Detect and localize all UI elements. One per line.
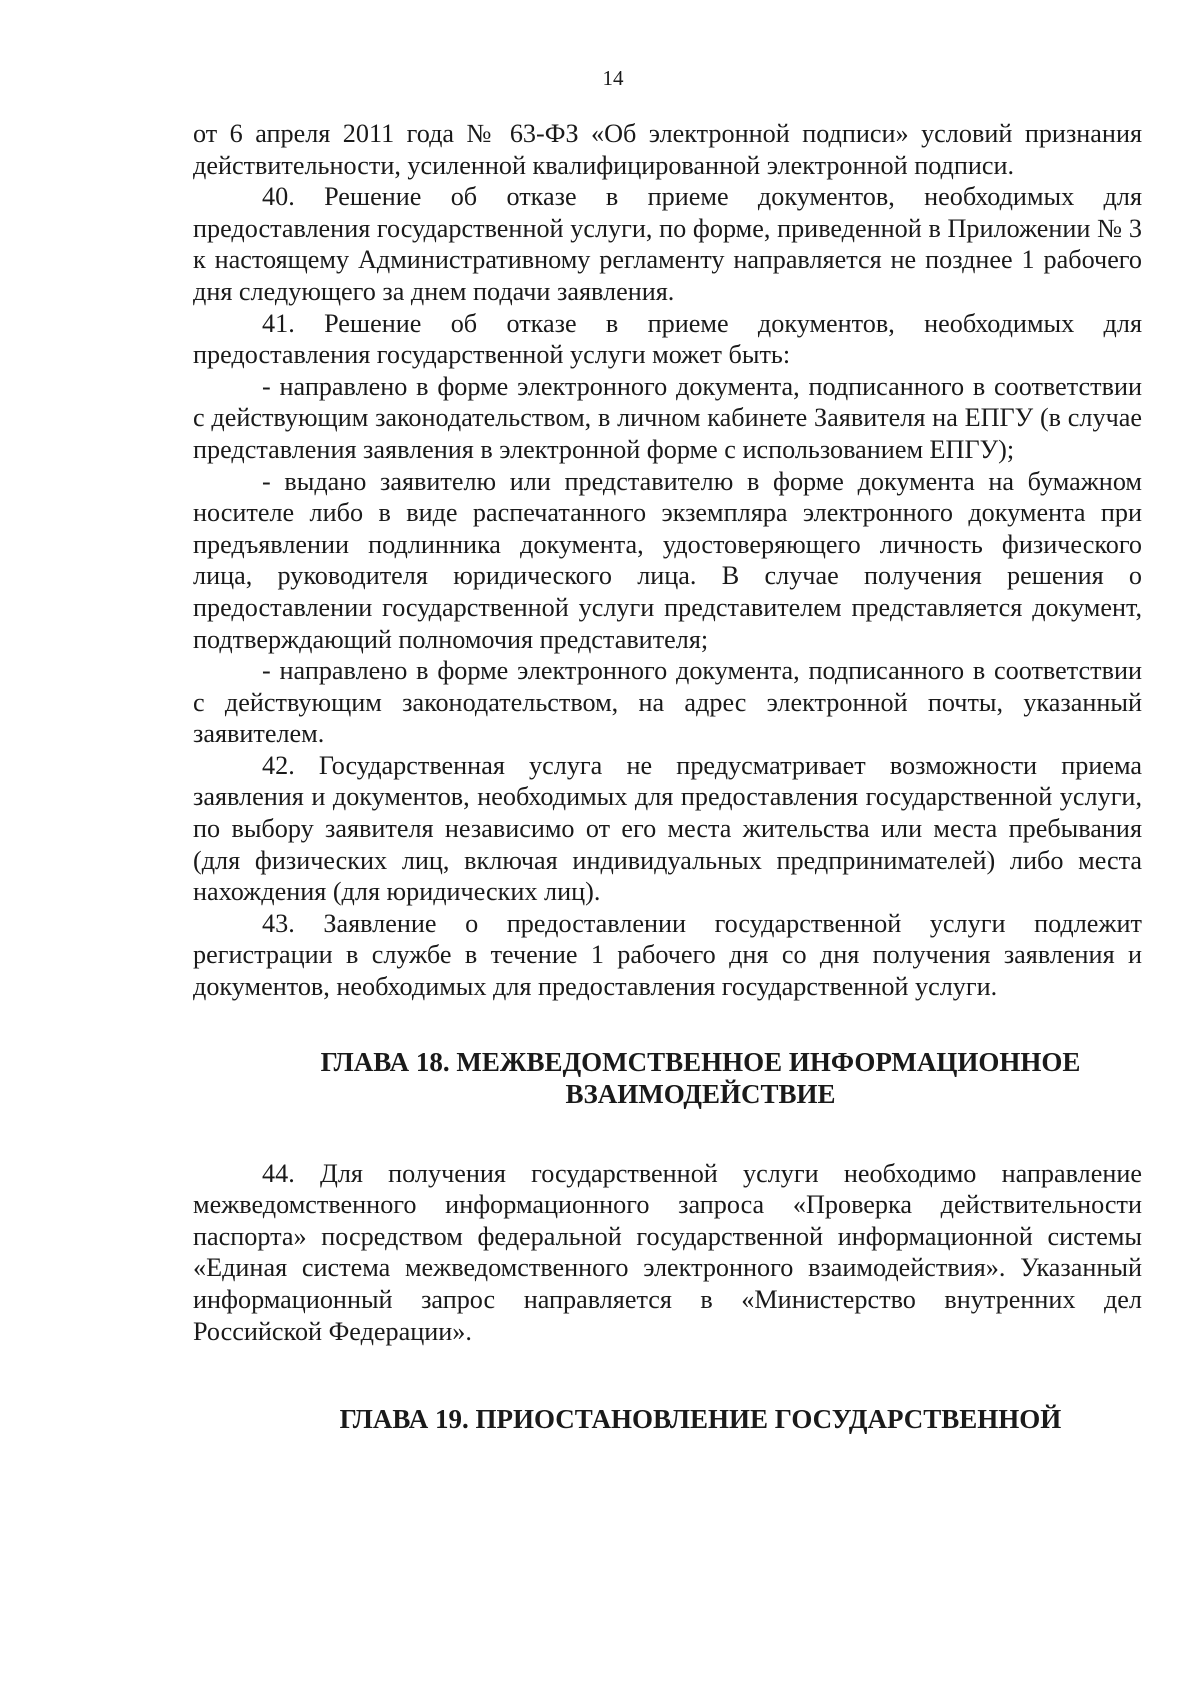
paragraph-41: 41. Решение об отказе в приеме документов, необходимых для предоставления государственной услуги может быть: xyxy=(193,308,1142,370)
chapter-19-heading xyxy=(193,1403,1142,1435)
list-item-electronic-cabinet: - направлено в форме электронного документа, подписанного в соответствии с действующим законодательством, в личном кабинете Заявителя на ЕПГУ (в случае представления заявления в электронной форме с использованием ЕПГУ); xyxy=(193,371,1142,464)
list-item-email: - направлено в форме электронного документа, подписанного в соответствии с действующим законодательством, на адрес электронной почты, указанный заявителем. xyxy=(193,656,1142,749)
document-body xyxy=(193,118,1142,1435)
chapter-19-heading-line1: ГЛАВА 19. ПРИОСТАНОВЛЕНИЕ ГОСУДАРСТВЕННОЙ xyxy=(339,1404,1062,1435)
paragraph-40: 40. Решение об отказе в приеме документов, необходимых для предоставления государственной услуги, по форме, приведенной в Приложении № 3 к настоящему Административному регламенту направляется не позднее 1 рабочего дня следующего за днем подачи заявления. xyxy=(193,182,1142,306)
chapter-18-heading-line2: ВЗАИМОДЕЙСТВИЕ xyxy=(565,1078,836,1109)
paragraph-42: 42. Государственная услуга не предусматривает возможности приема заявления и документов, необходимых для предоставления государственной услуги, по выбору заявителя независимо от его места жительства или места пребывания (для физических лиц, включая индивидуальных предпринимателей) либо места нахождения (для юридических лиц). xyxy=(193,750,1142,907)
page-number: 14 xyxy=(602,66,624,90)
paragraph-continuation: от 6 апреля 2011 года № 63-ФЗ «Об электронной подписи» условий признания действительности, усиленной квалифицированной электронной подписи. xyxy=(193,119,1142,180)
paragraph-44: 44. Для получения государственной услуги необходимо направление межведомственного информационного запроса «Проверка действительности паспорта» посредством федеральной государственной информационной системы «Единая система межведомственного электронного взаимодействия». Указанный информационный запрос направляется в «Министерство внутренних дел Российской Федерации». xyxy=(193,1158,1142,1346)
chapter-18-heading-line1: ГЛАВА 18. МЕЖВЕДОМСТВЕННОЕ ИНФОРМАЦИОННОЕ xyxy=(320,1046,1081,1077)
list-item-paper-issue: - выдано заявителю или представителю в форме документа на бумажном носителе либо в виде распечатанного экземпляра электронного документа при предъявлении подлинника документа, удостоверяющего личность физического лица, руководителя юридического лица. В случае получения решения о предоставлении государственной услуги представителем представляется документ, подтверждающий полномочия представителя; xyxy=(193,466,1142,654)
paragraph-43: 43. Заявление о предоставлении государственной услуги подлежит регистрации в службе в течение 1 рабочего дня со дня получения заявления и документов, необходимых для предоставления государственной услуги. xyxy=(193,908,1142,1002)
chapter-18-heading xyxy=(193,1046,1142,1110)
